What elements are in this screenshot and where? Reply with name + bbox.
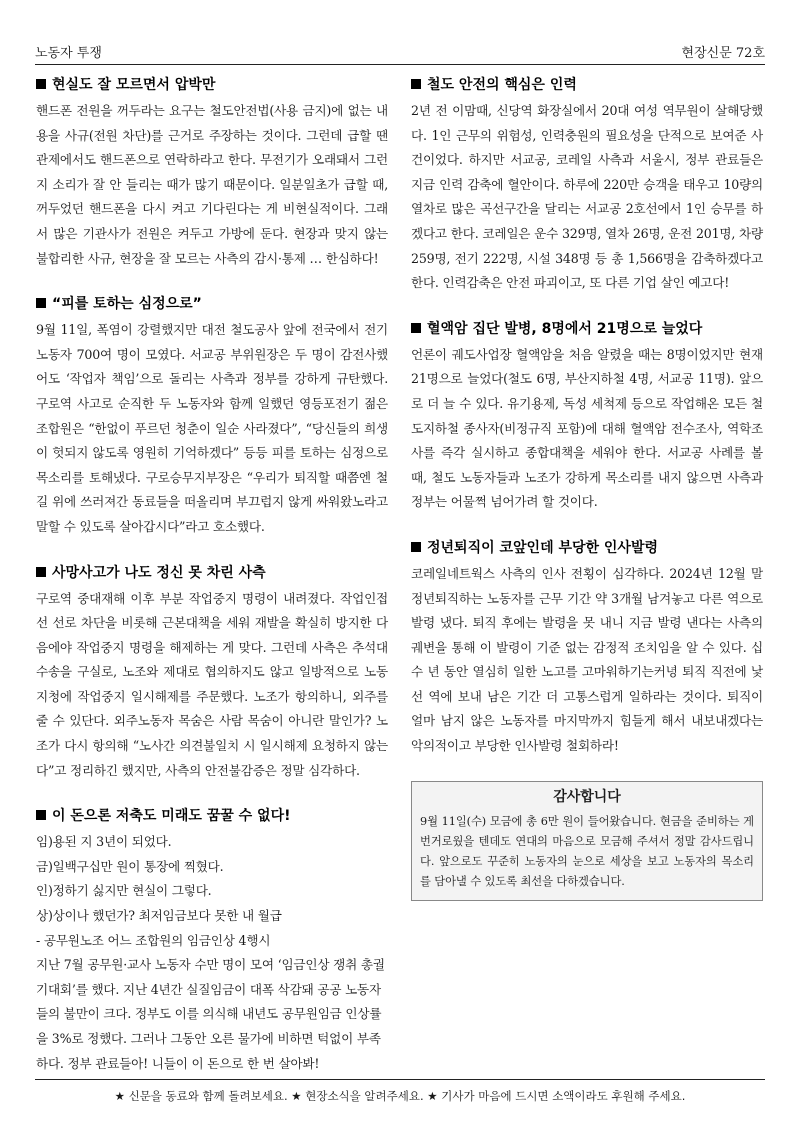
- article-s7: [411, 537, 763, 759]
- poem-line: 임)용된 지 3년이 되었다.: [36, 834, 172, 850]
- article-body: 지난 7월 공무원·교사 노동자 수만 명이 모여 ‘임금인상 쟁취 총궐기대회’를 했다. 지난 4년간 실질임금이 대폭 삭감돼 공공 노동자들의 불만이 크다. 정부도 이를 의식해 내년도 공무원임금 인상률을 3%로 정했다. 그러나 그동안 오른 물가에 비하면 턱없이 부족하다. 정부 관료들아! 니들이 이 돈으로 한 번 살아봐!: [36, 957, 385, 1071]
- article-s4: [36, 805, 388, 1076]
- thanks-title: 감사합니다: [553, 788, 621, 805]
- thanks-body: 9월 11일(수) 모금에 총 6만 원이 들어왔습니다. 현금을 준비하는 게 번거로웠을 텐데도 연대의 마음으로 모금해 주셔서 정말 감사드립니다. 앞으로도 꾸준히 노동자의 눈으로 세상을 보고 노동자의 목소리를 담아낼 수 있도록 최선을 다하겠습니다.: [420, 814, 754, 888]
- publisher-name: 노동자 투쟁: [35, 46, 102, 61]
- poem-line: 인)정하기 싫지만 현실이 그렇다.: [36, 883, 212, 899]
- article-s5: [411, 74, 763, 296]
- black-square-icon: [36, 810, 46, 820]
- article-body: 2년 전 이맘때, 신당역 화장실에서 20대 여성 역무원이 살해당했다. 1인 근무의 위험성, 인력충원의 필요성을 단적으로 보여준 사건이었다. 하지만 서교공, 코레일 사측과 서울시, 정부 관료들은 지금 인력 감축에 혈안이다. 하루에 220만 승객을 태우고 10량의 열차로 많은 곡선구간을 달리는 서교공 2호선에서 1인 승무를 하겠다고 한다. 코레일은 운수 329명, 열차 26명, 운전 201명, 차량 259명, 전기 222명, 시설 348명 등 총 1,566명을 감축하겠다고 한다. 인력감축은 안전 파괴이고, 또 다른 기업 살인 예고다!: [411, 103, 763, 291]
- article-title: 이 돈으론 저축도 미래도 꿈꿀 수 없다!: [36, 805, 388, 827]
- article-title: 혈액암 집단 발병, 8명에서 21명으로 늘었다: [411, 318, 763, 340]
- black-square-icon: [411, 323, 421, 333]
- article-title: 철도 안전의 핵심은 인력: [411, 74, 763, 96]
- article-title: 현실도 잘 모르면서 압박만: [36, 74, 388, 96]
- page-footer: ★ 신문을 동료와 함께 돌려보세요. ★ 현장소식을 알려주세요. ★ 기사가 마음에 드시면 소액이라도 후원해 주세요.: [114, 1089, 686, 1103]
- left-column: [36, 74, 388, 1098]
- issue-number: 현장신문 72호: [681, 46, 765, 61]
- article-body: 언론이 궤도사업장 혈액암을 처음 알렸을 때는 8명이었지만 현재 21명으로 늘었다(철도 6명, 부산지하철 4명, 서교공 11명). 앞으로 더 늘 수 있다. 유기용제, 독성 세척제 등으로 작업해온 모든 철도지하철 종사자(비정규직 포함)에 대해 혈액암 전수조사, 역학조사를 즉각 실시하고 종합대책을 세워야 한다. 서교공 사례를 볼 때, 철도 노동자들과 노조가 강하게 목소리를 내지 않으면 사측과 정부는 어물쩍 넘어가려 할 것이다.: [411, 346, 763, 510]
- thanks-box: [411, 781, 763, 901]
- article-body: 9월 11일, 폭염이 강렬했지만 대전 철도공사 앞에 전국에서 전기노동자 700여 명이 모였다. 서교공 부위원장은 두 명이 감전사했어도 ‘작업자 책임’으로 돌리는 사측과 정부를 강하게 규탄했다. 구로역 사고로 순직한 두 노동자와 함께 일했던 영등포전기 젊은 조합원은 “한없이 푸르던 청춘이 일순 사라졌다”, “당신들의 희생이 헛되지 않도록 영원히 기억하겠다” 등등 피를 토하는 심정으로 목소리를 토해냈다. 구로승무지부장은 “우리가 퇴직할 때쯤엔 철길 위에 쓰러져간 동료들을 떠올리며 부끄럽지 않게 싸워왔노라고 말할 수 있도록 살아갑시다”라고 호소했다.: [36, 322, 388, 534]
- article-body: 핸드폰 전원을 꺼두라는 요구는 철도안전법(사용 금지)에 없는 내용을 사규(전원 차단)를 근거로 주장하는 것이다. 그런데 급할 땐 관제에서도 핸드폰으로 연락하라고 한다. 무전기가 오래돼서 그런지 소리가 잘 안 들리는 때가 많기 때문이다. 일분일초가 급할 때, 꺼두었던 핸드폰을 다시 켜고 기다린다는 게 비현실적이다. 그래서 많은 기관사가 전원은 켜두고 가방에 둔다. 현장과 맞지 않는 불합리한 사규, 현장을 잘 모르는 사측의 감시·통제 … 한심하다!: [36, 103, 388, 266]
- right-column: [411, 74, 763, 901]
- black-square-icon: [36, 567, 46, 577]
- article-title: “피를 토하는 심정으로”: [36, 293, 388, 315]
- poem-attribution: - 공무원노조 어느 조합원의 임금인상 4행시: [36, 932, 271, 948]
- article-s6: [411, 318, 763, 515]
- poem-line: 금)일백구십만 원이 통장에 찍혔다.: [36, 858, 224, 874]
- article-s3: [36, 562, 388, 784]
- header-divider: [35, 64, 765, 65]
- black-square-icon: [36, 298, 46, 308]
- article-title: 사망사고가 나도 정신 못 차린 사측: [36, 562, 388, 584]
- footer-divider: [35, 1079, 765, 1080]
- article-body: 코레일네트웍스 사측의 인사 전횡이 심각하다. 2024년 12월 말 정년퇴직하는 노동자를 근무 기간 약 3개월 남겨놓고 다른 역으로 발령 냈다. 퇴직 후에는 발령을 못 내니 지금 발령 낸다는 사측의 궤변을 통해 이 발령이 기준 없는 감정적 조치임을 알 수 있다. 십수 년 동안 열심히 일한 노고를 고마워하기는커녕 퇴직 직전에 낯선 역에 보내 남은 기간 더 고통스럽게 일하라는 것이다. 퇴직이 얼마 남지 않은 노동자를 마지막까지 힘들게 해서 내보내겠다는 악의적이고 부당한 인사발령 철회하라!: [411, 565, 763, 754]
- article-title: 정년퇴직이 코앞인데 부당한 인사발령: [411, 537, 763, 559]
- article-s2: [36, 293, 388, 539]
- article-body: 구로역 중대재해 이후 부분 작업중지 명령이 내려졌다. 작업인접선 선로 차단을 비롯해 근본대책을 세워 재발을 확실히 방지한 다음에야 작업중지 명령을 해제하는 게 맞다. 그런데 사측은 추석대수송을 구실로, 노조와 제대로 협의하지도 않고 일방적으로 노동지청에 작업중지 일시해제를 주문했다. 노조가 항의하니, 외주를 줄 수 있단다. 외주노동자 목숨은 사람 목숨이 아니란 말인가? 노조가 다시 항의해 “노사간 의견불일치 시 일시해제 요청하지 않는다”고 정리하긴 했지만, 사측의 안전불감증은 정말 심각하다.: [36, 590, 388, 778]
- article-s1: [36, 74, 388, 271]
- black-square-icon: [36, 79, 46, 89]
- page-header: [35, 42, 765, 62]
- black-square-icon: [411, 542, 421, 552]
- poem-line: 상)상이나 했던가? 최저임금보다 못한 내 월급: [36, 908, 282, 924]
- black-square-icon: [411, 79, 421, 89]
